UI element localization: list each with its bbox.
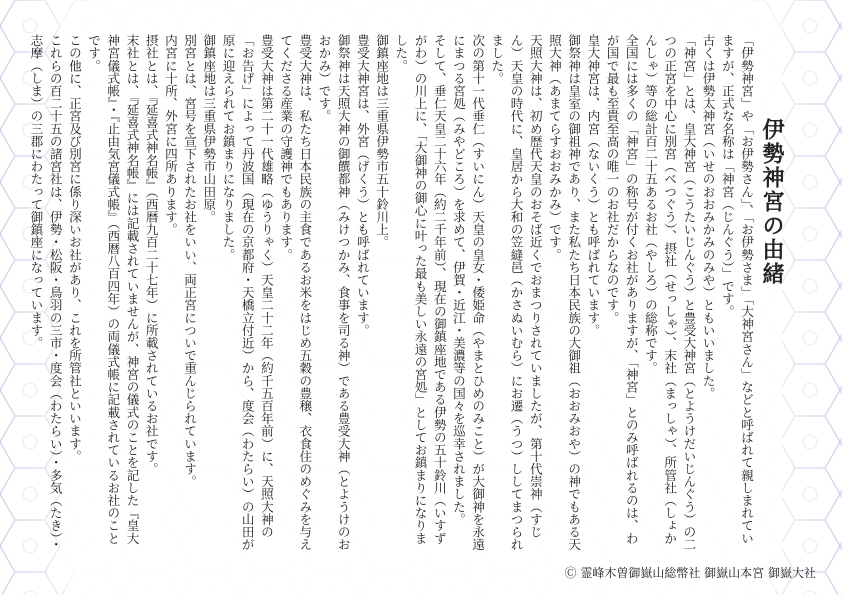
paragraph: これらの百二十五の諸宮社は、伊勢・松阪・鳥羽の三市・度会（わたらい）・多気（たき）・志摩（しま）の三郡にわたって御鎮座になっています。 xyxy=(28,34,63,551)
paragraph: 皇大神宮は、内宮（ないくう）とも呼ばれています。 xyxy=(585,34,601,337)
paragraph: 摂社とは、『延喜式神名帳』（西暦九百二十七年）に所載されているお社です。 xyxy=(143,34,159,475)
page-title: 伊勢神宮の由緒 xyxy=(759,118,785,286)
paragraph: 内宮に十所、外宮に四所あります。 xyxy=(162,34,178,236)
paragraph: 豊受大神は、私たち日本民族の主食であるお米をはじめ五穀の豊穣、衣食住のめぐみを与えてくださる産業の守護神でもあります。 xyxy=(278,34,313,551)
paragraph: 御祭神は天照大神の御饌都神（みけつかみ、食事を司る神）である豊受大神（とようけのおおかみ）です。 xyxy=(316,34,351,551)
paragraph: 「神宮」とは、皇大神宮（こうたいじんぐう）と豊受大神宮（とようけだいじんぐう）の二つの正宮を中心に別宮（べつぐう）、摂社（せっしゃ）、末社（まっしゃ）、所管社（しょかんしゃ）等の総計百二十五あるお社（やしろ）の総称です。 xyxy=(642,34,697,551)
paragraph: 御鎮座地は三重県伊勢市山田原。 xyxy=(201,34,217,223)
paragraph: 古くは伊勢太神宮（いせのおおみかみのみや）ともいいました。 xyxy=(700,34,716,400)
body-text xyxy=(28,34,756,554)
paragraph: 末社とは、『延喜式神名帳』には記載されていませんが、神宮の儀式のことを記した『皇大神宮儀式帳』・『止由気宮儀式帳』（西暦八百四年）の両儀式帳に記載されているお社のことです。 xyxy=(86,34,140,545)
paragraph: そして、垂仁天皇二十六年（約二千年前）、現在の御鎮座地である伊勢の五十鈴川（いすずがわ）の川上に、「大御神の御心に叶った最も美しい永遠の宮処」としてお鎮まりになりました。 xyxy=(393,34,447,545)
paragraph: この他に、正宮及び別宮に係り深いお社があり、これを所管社といいます。 xyxy=(66,34,82,463)
paragraph: 別宮とは、宮号を宣下されたお社をいい、両正宮についで重んじられています。 xyxy=(182,34,198,488)
paragraph: 御鎮座地は三重県伊勢市五十鈴川上。 xyxy=(374,34,390,249)
paragraph: 天照大神は、初め歴代天皇のおそば近くでおまつりされていましたが、第十代崇神（すじん）天皇の時代に、皇居から大和の笠縫邑（かさぬいむら）にお遷（うつ）ししてまつられました。 xyxy=(489,34,543,551)
paragraph: 次の第十一代垂仁（すいにん）天皇の皇女・倭姫命（やまとひめのみこと）が大御神を永遠にまつる宮処（みやどころ）を求めて、伊賀・近江・美濃等の国々を巡幸されました。 xyxy=(450,34,486,551)
paragraph: 豊受大神は第二十一代雄略（ゆうりゃく）天皇二十二年（約千五百年前）に、天照大神の「お告げ」によって丹波国（現在の京都府・天橋立付近）から、度会（わたらい）の山田が原に迎えられてお鎮まりになりました。 xyxy=(220,34,274,551)
paragraph: 豊受大神宮は、外宮（げくう）とも呼ばれています。 xyxy=(354,34,370,337)
copyright-footer: Ⓒ 霊峰木曽御嶽山総幣社 御嶽山本宮 御嶽大社 xyxy=(564,566,816,580)
paragraph: 「伊勢神宮」や「お伊勢さん」、「お伊勢さま」「大神宮さん」などと呼ばれて親しまれていますが、正式な名称は「神宮（じんぐう）」です。 xyxy=(719,34,754,545)
paragraph: 全国には多くの「神宮」の称号が付くお社がありますが、「神宮」とのみ呼ばれるのは、わが国で最も至貴至高の唯一のお社だからなのです。 xyxy=(604,34,639,545)
paragraph: 御祭神は皇室の御祖神であり、また私たち日本民族の大御祖（おおみおや）の神でもある天照大神（あまてらすおおみかみ）です。 xyxy=(546,34,582,551)
